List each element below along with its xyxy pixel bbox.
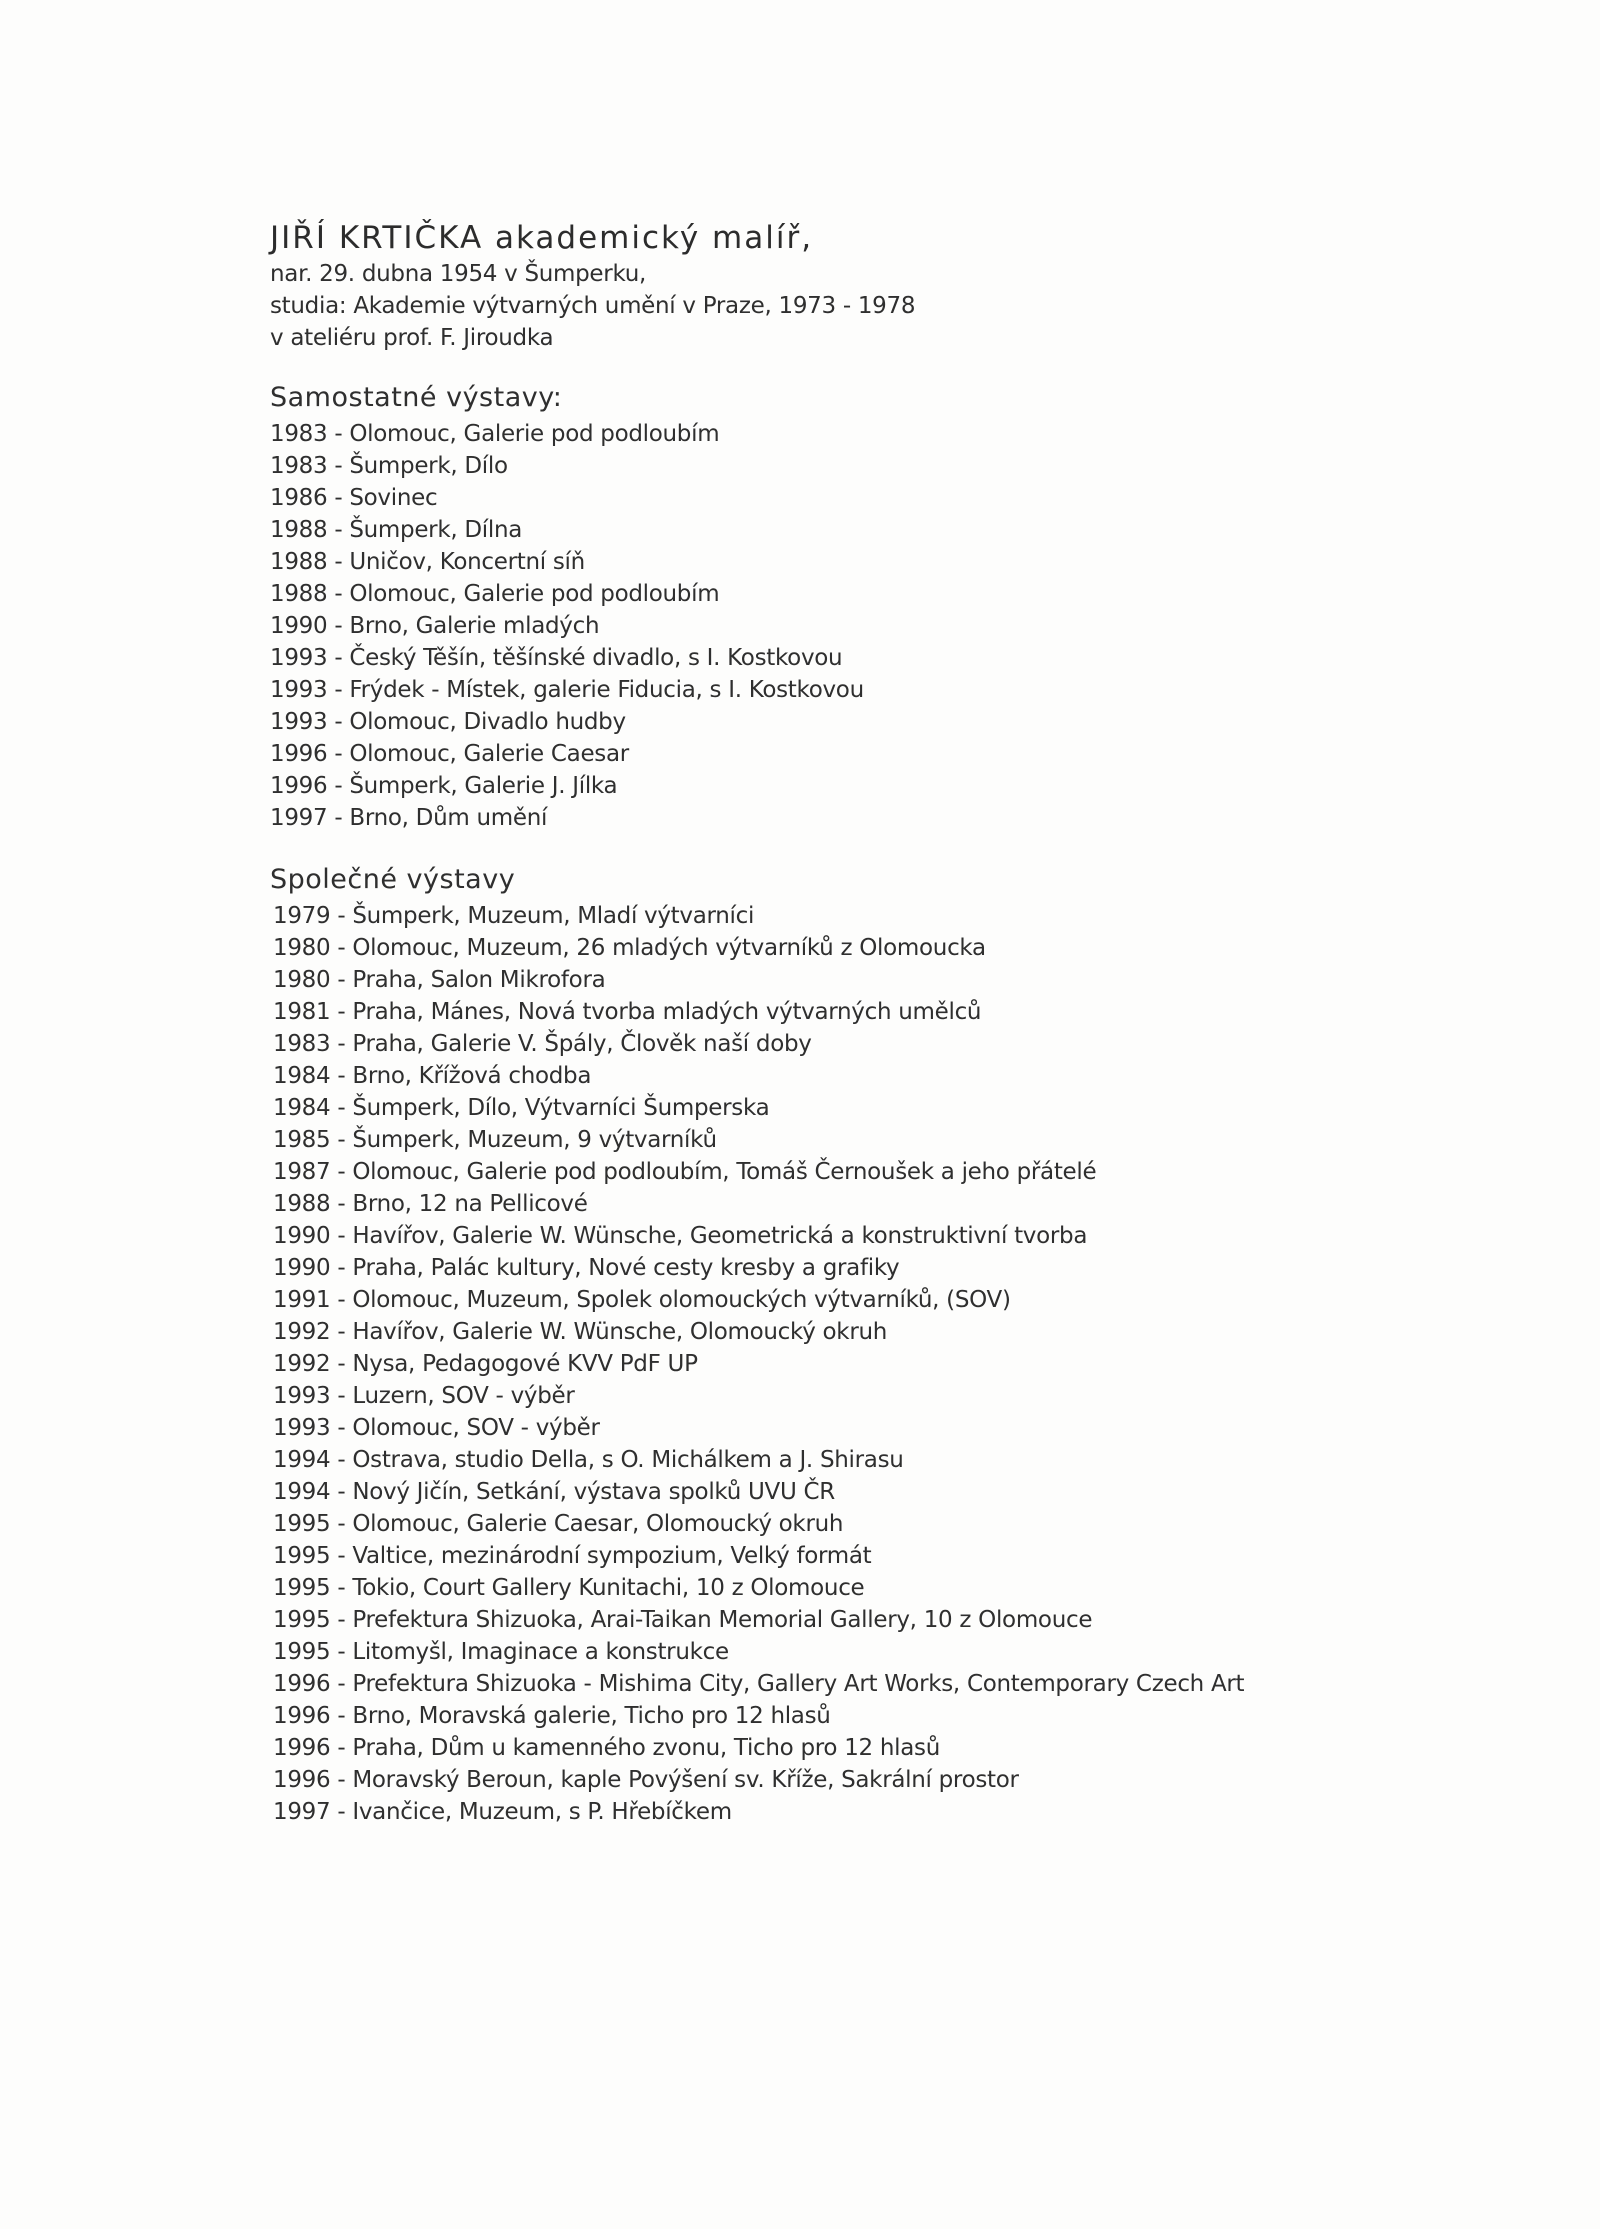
list-item: 1993 - Olomouc, SOV - výběr xyxy=(273,1415,600,1441)
list-item: 1983 - Praha, Galerie V. Špály, Člověk naší doby xyxy=(273,1031,812,1057)
list-item: 1983 - Olomouc, Galerie pod podloubím xyxy=(270,421,720,447)
list-item: 1996 - Moravský Beroun, kaple Povýšení sv. Kříže, Sakrální prostor xyxy=(273,1767,1019,1793)
list-item: 1990 - Praha, Palác kultury, Nové cesty kresby a grafiky xyxy=(273,1255,900,1281)
list-item: 1997 - Ivančice, Muzeum, s P. Hřebíčkem xyxy=(273,1799,732,1825)
group-exhibitions-heading: Společné výstavy xyxy=(270,864,516,895)
list-item: 1995 - Tokio, Court Gallery Kunitachi, 10 z Olomouce xyxy=(273,1575,865,1601)
list-item: 1979 - Šumperk, Muzeum, Mladí výtvarníci xyxy=(273,903,755,929)
list-item: 1992 - Nysa, Pedagogové KVV PdF UP xyxy=(273,1351,698,1377)
list-item: 1995 - Litomyšl, Imaginace a konstrukce xyxy=(273,1639,729,1665)
list-item: 1996 - Brno, Moravská galerie, Ticho pro 12 hlasů xyxy=(273,1703,831,1729)
list-item: 1990 - Havířov, Galerie W. Wünsche, Geometrická a konstruktivní tvorba xyxy=(273,1223,1088,1249)
list-item: 1994 - Ostrava, studio Della, s O. Michálkem a J. Shirasu xyxy=(273,1447,904,1473)
list-item: 1983 - Šumperk, Dílo xyxy=(270,453,508,479)
group-exhibitions-list xyxy=(270,900,1570,1828)
list-item: 1980 - Praha, Salon Mikrofora xyxy=(273,967,606,993)
list-item: 1992 - Havířov, Galerie W. Wünsche, Olomoucký okruh xyxy=(273,1319,888,1345)
list-item: 1984 - Šumperk, Dílo, Výtvarníci Šumperska xyxy=(273,1095,770,1121)
list-item: 1988 - Olomouc, Galerie pod podloubím xyxy=(270,581,720,607)
list-item: 1988 - Uničov, Koncertní síň xyxy=(270,549,585,575)
list-item: 1994 - Nový Jičín, Setkání, výstava spolků UVU ČR xyxy=(273,1479,835,1505)
list-item: 1995 - Olomouc, Galerie Caesar, Olomoucký okruh xyxy=(273,1511,844,1537)
list-item: 1988 - Šumperk, Dílna xyxy=(270,517,523,543)
solo-exhibitions-heading: Samostatné výstavy: xyxy=(270,382,563,413)
list-item: 1993 - Olomouc, Divadlo hudby xyxy=(270,709,626,735)
artist-header xyxy=(270,218,1570,354)
list-item: 1991 - Olomouc, Muzeum, Spolek olomouckých výtvarníků, (SOV) xyxy=(273,1287,1011,1313)
list-item: 1996 - Olomouc, Galerie Caesar xyxy=(270,741,629,767)
list-item: 1993 - Frýdek - Místek, galerie Fiducia, s I. Kostkovou xyxy=(270,677,864,703)
list-item: 1990 - Brno, Galerie mladých xyxy=(270,613,600,639)
list-item: 1988 - Brno, 12 na Pellicové xyxy=(273,1191,588,1217)
list-item: 1986 - Sovinec xyxy=(270,485,438,511)
list-item: 1985 - Šumperk, Muzeum, 9 výtvarníků xyxy=(273,1127,717,1153)
document-page xyxy=(270,218,1570,1828)
list-item: 1993 - Český Těšín, těšínské divadlo, s I. Kostkovou xyxy=(270,645,843,671)
bio-studies: studia: Akademie výtvarných umění v Praze, 1973 - 1978 xyxy=(270,293,916,319)
bio-atelier: v ateliéru prof. F. Jiroudka xyxy=(270,325,554,351)
list-item: 1981 - Praha, Mánes, Nová tvorba mladých výtvarných umělců xyxy=(273,999,982,1025)
group-exhibitions-section xyxy=(270,862,1570,1828)
list-item: 1996 - Praha, Dům u kamenného zvonu, Ticho pro 12 hlasů xyxy=(273,1735,940,1761)
list-item: 1987 - Olomouc, Galerie pod podloubím, Tomáš Černoušek a jeho přátelé xyxy=(273,1159,1097,1185)
bio-birth: nar. 29. dubna 1954 v Šumperku, xyxy=(270,261,647,287)
list-item: 1995 - Prefektura Shizuoka, Arai-Taikan Memorial Gallery, 10 z Olomouce xyxy=(273,1607,1093,1633)
list-item: 1995 - Valtice, mezinárodní sympozium, Velký formát xyxy=(273,1543,872,1569)
list-item: 1997 - Brno, Dům umění xyxy=(270,805,548,831)
list-item: 1984 - Brno, Křížová chodba xyxy=(273,1063,592,1089)
list-item: 1996 - Šumperk, Galerie J. Jílka xyxy=(270,773,618,799)
artist-title: JIŘÍ KRTIČKA akademický malíř, xyxy=(270,220,814,256)
list-item: 1996 - Prefektura Shizuoka - Mishima City, Gallery Art Works, Contemporary Czech Art xyxy=(273,1671,1245,1697)
list-item: 1980 - Olomouc, Muzeum, 26 mladých výtvarníků z Olomoucka xyxy=(273,935,986,961)
solo-exhibitions-list xyxy=(270,418,1570,834)
list-item: 1993 - Luzern, SOV - výběr xyxy=(273,1383,575,1409)
solo-exhibitions-section xyxy=(270,380,1570,834)
